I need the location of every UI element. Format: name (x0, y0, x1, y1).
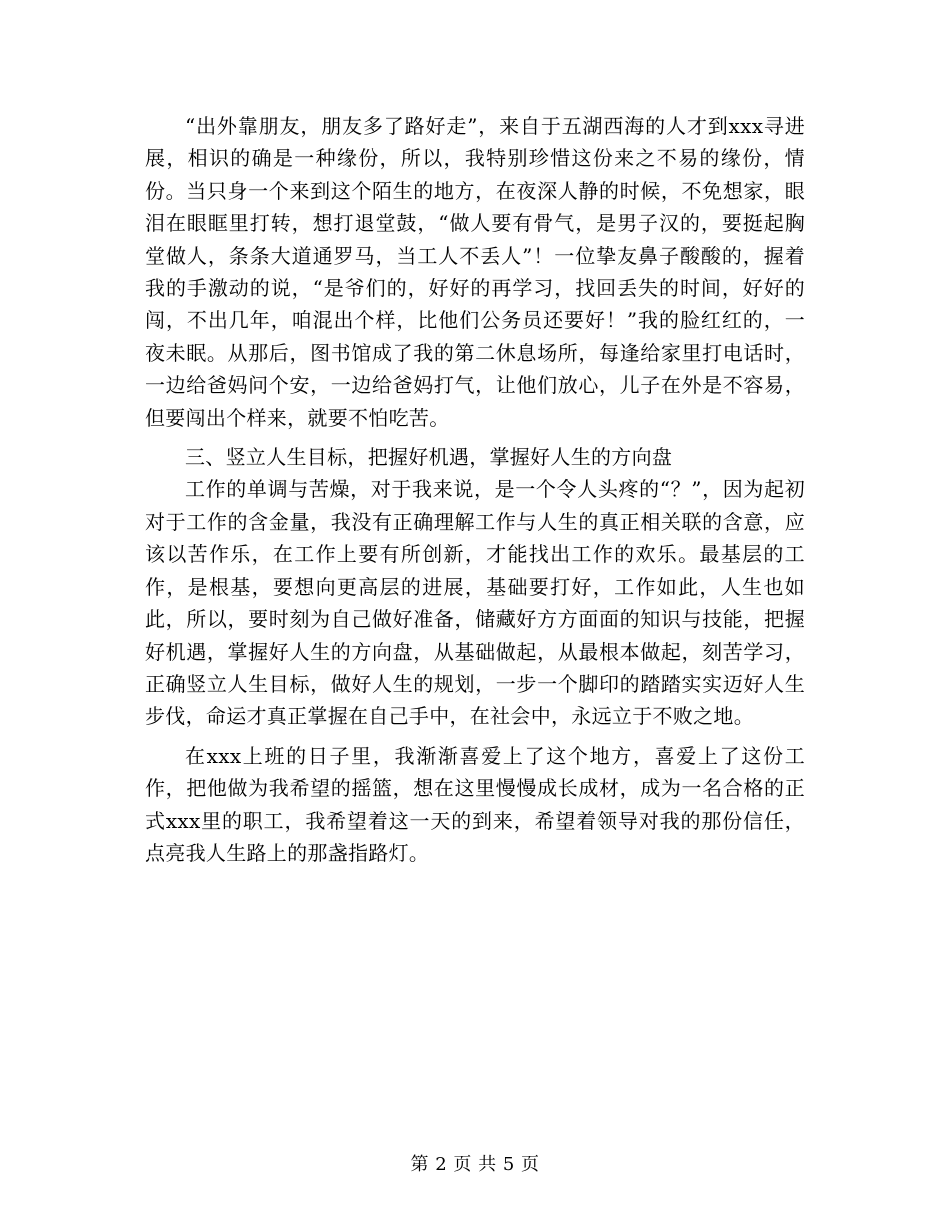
page-footer (0, 1153, 950, 1177)
page-number-label: 第 2 页 共 5 页 (410, 1154, 540, 1175)
document-body (145, 110, 805, 869)
paragraph-friendship: “出外靠朋友，朋友多了路好走”，来自于五湖西海的人才到xxx寻进展，相识的确是一种缘份，所以，我特别珍惜这份来之不易的缘份，情份。当只身一个来到这个陌生的地方，在夜深人静的时候，不免想家，眼泪在眼眶里打转，想打退堂鼓，“做人要有骨气，是男子汉的，要挺起胸堂做人，条条大道通罗马，当工人不丢人”！一位挚友鼻子酸酸的，握着我的手激动的说，“是爷们的，好好的再学习，找回丢失的时间，好好的闯，不出几年，咱混出个样，比他们公务员还要好！”我的脸红红的，一夜未眠。从那后，图书馆成了我的第二休息场所，每逢给家里打电话时，一边给爸妈问个安，一边给爸妈打气，让他们放心，儿子在外是不容易，但要闯出个样来，就要不怕吃苦。 (145, 114, 805, 430)
paragraph-gap (145, 434, 805, 441)
paragraph-hope: 在xxx上班的日子里，我渐渐喜爱上了这个地方，喜爱上了这份工作，把他做为我希望的摇篮，想在这里慢慢成长成材，成为一名合格的正式xxx里的职工，我希望着这一天的到来，希望着领导对我的那份信任，点亮我人生路上的那盏指路灯。 (145, 743, 805, 865)
paragraph-work: 工作的单调与苦燥，对于我来说，是一个令人头疼的“？”，因为起初对于工作的含金量，我没有正确理解工作与人生的真正相关联的含意，应该以苦作乐，在工作上要有所创新，才能找出工作的欢乐。最基层的工作，是根基，要想向更高层的进展，基础要打好，工作如此，人生也如此，所以，要时刻为自己做好准备，储藏好方方面面的知识与技能，把握好机遇，掌握好人生的方向盘，从基础做起，从最根本做起，刻苦学习，正确竖立人生目标，做好人生的规划，一步一个脚印的踏踏实实迈好人生步伐，命运才真正掌握在自己手中，在社会中，永远立于不败之地。 (145, 477, 805, 729)
section-heading-three: 三、竖立人生目标，把握好机遇，掌握好人生的方向盘 (185, 445, 673, 470)
paragraph-gap (145, 733, 805, 740)
